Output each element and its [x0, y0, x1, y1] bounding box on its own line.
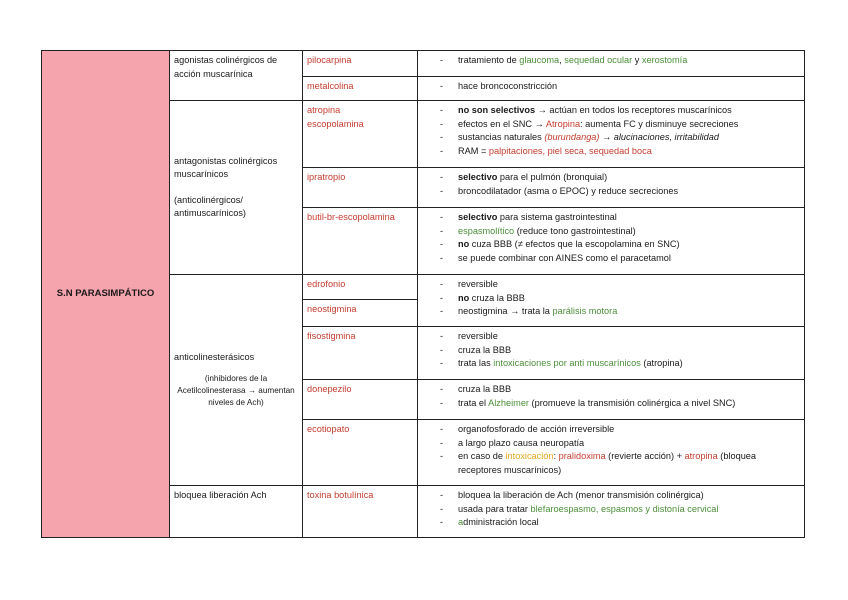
text: para sistema gastrointestinal: [497, 212, 617, 222]
text: dministración local: [463, 517, 539, 527]
bullet-dash: -: [440, 292, 444, 303]
text: →: [599, 132, 614, 142]
text: para el pulmón (bronquial): [497, 172, 608, 182]
list-item: [440, 118, 800, 132]
bullet-dash: -: [440, 252, 444, 263]
drug-cell: [303, 208, 418, 275]
bullet-dash: -: [440, 105, 444, 115]
bullet-dash: -: [440, 424, 444, 434]
bullet-dash: -: [440, 517, 444, 527]
drug-cell: [303, 77, 418, 101]
text: no son selectivos: [458, 105, 536, 115]
drug-ecotiopato: ecotiopato: [307, 424, 350, 434]
drug-cell: [303, 327, 418, 380]
text: (revierte acción) +: [605, 451, 685, 461]
drug-cell: [303, 300, 418, 327]
text: organofosforado de acción irreversible: [458, 424, 615, 434]
bullet-dash: -: [440, 358, 444, 368]
text: y: [632, 55, 642, 65]
text: cuza BBB (≠ efectos que la escopolamina en SNC): [469, 239, 680, 249]
term-glaucoma: glaucoma: [519, 55, 560, 65]
text: no: [458, 239, 470, 249]
group-label: bloquea liberación Ach: [174, 490, 267, 500]
list-item: [440, 437, 800, 451]
bullet-dash: -: [440, 81, 444, 91]
bullet-dash: -: [440, 306, 444, 316]
text: RAM =: [458, 145, 489, 156]
text: efectos en el SNC →: [458, 118, 546, 129]
text: reversible: [458, 331, 498, 341]
bullet-dash: -: [440, 344, 444, 355]
drug-cell: [303, 486, 418, 538]
text: trata las: [458, 358, 494, 368]
text: sustancias naturales: [458, 132, 545, 142]
list-item: [440, 305, 800, 319]
text: no: [458, 292, 470, 303]
term-burundanga: (burundanga): [544, 132, 600, 142]
drug-escopolamina: escopolamina: [307, 118, 364, 129]
list-item: [440, 145, 800, 159]
bullet-dash: -: [440, 384, 444, 394]
text: usada para tratar: [458, 503, 531, 514]
text: hace broncoconstricción: [458, 81, 558, 91]
text: alucinaciones, irritabilidad: [613, 132, 719, 142]
list-item: [440, 357, 800, 371]
section-title: S.N PARASIMPÁTICO: [56, 288, 155, 300]
text: cruza la BBB: [458, 344, 512, 355]
text: : aumenta FC y disminuye secreciones: [580, 118, 739, 129]
drug-cell: [303, 51, 418, 77]
drug-cell: [303, 275, 418, 300]
group-anticolinesterasicos: [170, 275, 303, 486]
list-item: [440, 423, 800, 437]
bullet-dash: -: [440, 145, 444, 156]
group-antagonistas: [170, 101, 303, 275]
bullet-dash: -: [440, 490, 444, 500]
text: (bloquea receptores muscarínicos): [458, 451, 757, 475]
text: bloquea la liberación de Ach (menor transmisión colinérgica): [458, 490, 704, 500]
term-pralidoxima: pralidoxima: [558, 451, 606, 461]
group-agonistas: [170, 51, 303, 101]
spacer: [174, 182, 298, 194]
text: broncodilatador (asma o EPOC) y reduce secreciones: [458, 185, 679, 196]
list-item: [440, 516, 800, 530]
drug-butil-br-escopolamina: butil-br-escopolamina: [307, 212, 395, 222]
term-atropina: atropina: [684, 451, 718, 461]
drug-pilocarpina: pilocarpina: [307, 55, 352, 65]
text: en caso de: [458, 451, 506, 461]
text: reversible: [458, 279, 498, 289]
drug-ipratropio: ipratropio: [307, 172, 346, 182]
text: se puede combinar con AINES como el paracetamol: [458, 252, 671, 263]
term-intoxicacion: intoxicación: [505, 451, 554, 461]
list-item: [440, 292, 800, 306]
drug-cell: [303, 101, 418, 168]
term-a: a: [458, 517, 464, 527]
bullet-dash: -: [440, 212, 444, 222]
drug-cell: [303, 420, 418, 486]
desc-ecotiopato: [418, 420, 805, 486]
drug-cell: [303, 380, 418, 420]
drug-atropina: atropina: [307, 105, 341, 115]
list-item: [440, 344, 800, 358]
drug-fisostigmina: fisostigmina: [307, 331, 356, 341]
bullet-dash: -: [440, 397, 444, 408]
bullet-dash: -: [440, 185, 444, 196]
list-item: [440, 383, 800, 397]
list-item: [440, 238, 800, 252]
bullet-dash: -: [440, 331, 444, 341]
desc-ipratropio: [418, 168, 805, 208]
section-cell: [42, 51, 170, 538]
desc-fisostigmina: [418, 327, 805, 380]
term-paralisis-motora: parálisis motora: [552, 306, 618, 316]
text: (atropina): [640, 358, 683, 368]
desc-toxina: [418, 486, 805, 538]
group-bloquea: [170, 486, 303, 538]
drug-toxina-botulinica: toxina botulínica: [307, 490, 374, 500]
desc-donepezilo: [418, 380, 805, 420]
desc-metalcolina: [418, 77, 805, 101]
list-item: [440, 171, 800, 185]
list-item: [440, 54, 800, 68]
group-sublabel: (anticolinérgicos/ antimuscarínicos): [174, 194, 246, 218]
term-blefaroespasmo: blefaroespasmo, espasmos y distonía cervical: [530, 503, 719, 514]
text: selectivo: [458, 172, 498, 182]
drug-neostigmina: neostigmina: [307, 304, 357, 314]
bullet-dash: -: [440, 503, 444, 514]
term-intoxicaciones: intoxicaciones por anti muscarínicos: [493, 358, 641, 368]
desc-edrofonio: [418, 275, 805, 327]
list-item: [440, 397, 800, 411]
desc-atropina: [418, 101, 805, 168]
drug-cell: [303, 168, 418, 208]
bullet-dash: -: [440, 172, 444, 182]
table-row: [42, 51, 805, 77]
list-item: [440, 252, 800, 266]
list-item: [440, 330, 800, 344]
drug-donepezilo: donepezilo: [307, 384, 352, 394]
group-label: anticolinesterásicos: [174, 352, 255, 363]
bullet-dash: -: [440, 437, 444, 448]
text: neostigmina → trata la: [458, 306, 553, 316]
term-alzheimer: Alzheimer: [488, 397, 529, 408]
term-ram: palpitaciones, piel seca, sequedad boca: [488, 145, 652, 156]
text: (reduce tono gastrointestinal): [514, 225, 636, 236]
text: cruza la BBB: [469, 292, 525, 303]
desc-pilocarpina: [418, 51, 805, 77]
text: cruza la BBB: [458, 384, 512, 394]
list-item: [440, 489, 800, 503]
bullet-dash: -: [440, 239, 444, 249]
bullet-dash: -: [440, 451, 444, 461]
list-item: [440, 211, 800, 225]
bullet-dash: -: [440, 225, 444, 236]
list-item: [440, 503, 800, 517]
term-xerostomia: xerostomía: [641, 55, 688, 65]
list-item: [440, 450, 800, 477]
bullet-dash: -: [440, 55, 444, 65]
list-item: [440, 225, 800, 239]
group-label: antagonistas colinérgicos muscarínicos: [174, 155, 278, 179]
list-item: [440, 278, 800, 292]
term-atropina: Atropina: [545, 118, 581, 129]
list-item: [440, 104, 800, 118]
text: :: [553, 451, 559, 461]
pharmacology-table: [41, 50, 805, 538]
term-espasmolitico: espasmolítico: [458, 225, 515, 236]
text: selectivo: [458, 212, 498, 222]
list-item: [440, 80, 800, 94]
text: ,: [559, 55, 565, 65]
drug-metalcolina: metalcolina: [307, 81, 354, 91]
list-item: [440, 185, 800, 199]
text: trata el: [458, 397, 489, 408]
desc-butil: [418, 208, 805, 275]
group-sublabel: (inhibidores de la Acetilcolinesterasa → aumentan niveles de Ach): [177, 373, 295, 407]
list-item: [440, 131, 800, 145]
text: tratamiento de: [458, 55, 520, 65]
group-label: agonistas colinérgicos de acción muscarínica: [174, 55, 278, 79]
bullet-dash: -: [440, 118, 444, 129]
text: a largo plazo causa neuropatía: [458, 437, 585, 448]
drug-edrofonio: edrofonio: [307, 279, 346, 289]
bullet-dash: -: [440, 132, 444, 142]
text: (promueve la transmisión colinérgica a nivel SNC): [529, 397, 736, 408]
text: → actúan en todos los receptores muscarínicos: [535, 105, 732, 115]
bullet-dash: -: [440, 279, 444, 289]
term-sequedad-ocular: sequedad ocular: [564, 55, 633, 65]
